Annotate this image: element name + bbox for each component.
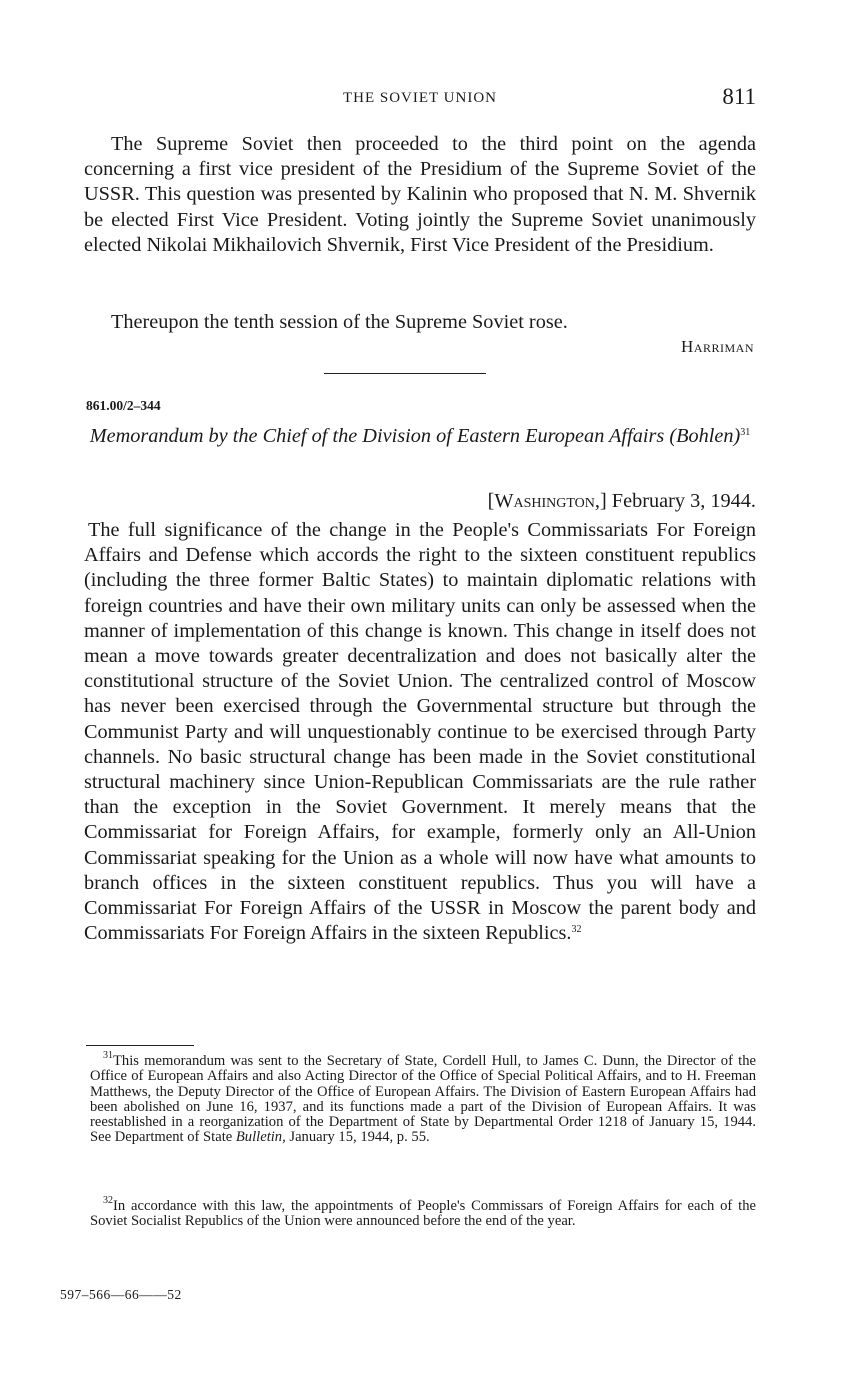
- running-head: [84, 84, 756, 114]
- dateline-date: February 3, 1944.: [611, 490, 756, 512]
- footnote-32: [90, 1195, 756, 1230]
- print-code: 597–566—66——52: [60, 1287, 182, 1302]
- memo-body-footnote-ref: 32: [571, 924, 582, 936]
- preceding-paragraph-2-text: Thereupon the tenth session of the Supreme Soviet rose.: [111, 311, 568, 333]
- memo-title-text: Memorandum by the Chief of the Division of Eastern European Affairs (Bohlen): [89, 425, 741, 447]
- preceding-paragraph-1-text: The Supreme Soviet then proceeded to the third point on the agenda concerning a first vice president of the Presidium of the Supreme Soviet of the USSR. This question was presented by Kalinin who proposed that N. M. Shvernik be elected First Vice President. Voting jointly the Supreme Soviet unanimously elected Nikolai Mikhailovich Shvernik, First Vice President of the Presidium.: [84, 133, 756, 256]
- footnote-32-number: 32: [103, 1195, 113, 1206]
- running-title: THE SOVIET UNION: [342, 90, 498, 106]
- footnote-31: [90, 1050, 756, 1146]
- memo-title: [84, 424, 756, 450]
- footnote-31-text-a: This memorandum was sent to the Secretary of State, Cordell Hull, to James C. Dunn, the Director of the Office of European Affairs and also Acting Director of the Office of Special Political Affairs, and to H. Freeman Matthews, the Deputy Director of the Office of European Affairs. The Division of Eastern European Affairs had been abolished on June 16, 1937, and its functions made a part of the Division of European Affairs. It was reestablished in a reorganization of the Department of State by Departmental Order 1218 of January 15, 1944. See Department of State: [90, 1053, 756, 1146]
- page-number: 811: [722, 84, 756, 109]
- dateline-place: [Washington,]: [487, 490, 607, 512]
- dateline: [488, 490, 756, 513]
- preceding-paragraph-1: [84, 132, 756, 258]
- file-number: 861.00/2–344: [86, 398, 161, 413]
- footnote-31-text-b: January 15, 1944, p. 55.: [285, 1129, 430, 1146]
- footnote-31-italic: Bulletin,: [235, 1129, 286, 1146]
- footnote-31-number: 31: [103, 1050, 113, 1061]
- memo-body: [84, 518, 756, 946]
- footnote-32-text: In accordance with this law, the appointments of People's Commissars of Foreign Affairs for each of the Soviet Socialist Republics of the Union were announced before the end of the year.: [90, 1198, 756, 1230]
- memo-title-footnote-ref: 31: [740, 427, 751, 438]
- memo-body-text: The full significance of the change in the People's Commissariats For Foreign Affairs and Defense which accords the right to the sixteen constituent republics (including the three former Baltic States) to maintain diplomatic relations with foreign countries and have their own military units can only be assessed when the manner of implementation of this change is known. This change in itself does not mean a move towards greater decentralization and does not basically alter the constitutional structure of the Soviet Union. The centralized control of Moscow has never been exercised through the Governmental structure but through the Communist Party and will unquestionably continue to be exercised through Party channels. No basic structural change has been made in the Soviet constitutional structural machinery since Union-Republican Commissariats are the rule rather than the exception in the Soviet Government. It merely means that the Commissariat for Foreign Affairs, for example, formerly only an All-Union Commissariat speaking for the Union as a whole will now have what amounts to branch offices in the sixteen constituent republics. Thus you will have a Commissariat For Foreign Affairs of the USSR in Moscow the parent body and Commissariats For Foreign Affairs in the sixteen Republics.: [84, 519, 756, 945]
- preceding-paragraph-2: [84, 310, 756, 335]
- signature: Harriman: [681, 337, 754, 356]
- section-divider: [324, 373, 486, 374]
- footnote-divider: [86, 1045, 194, 1046]
